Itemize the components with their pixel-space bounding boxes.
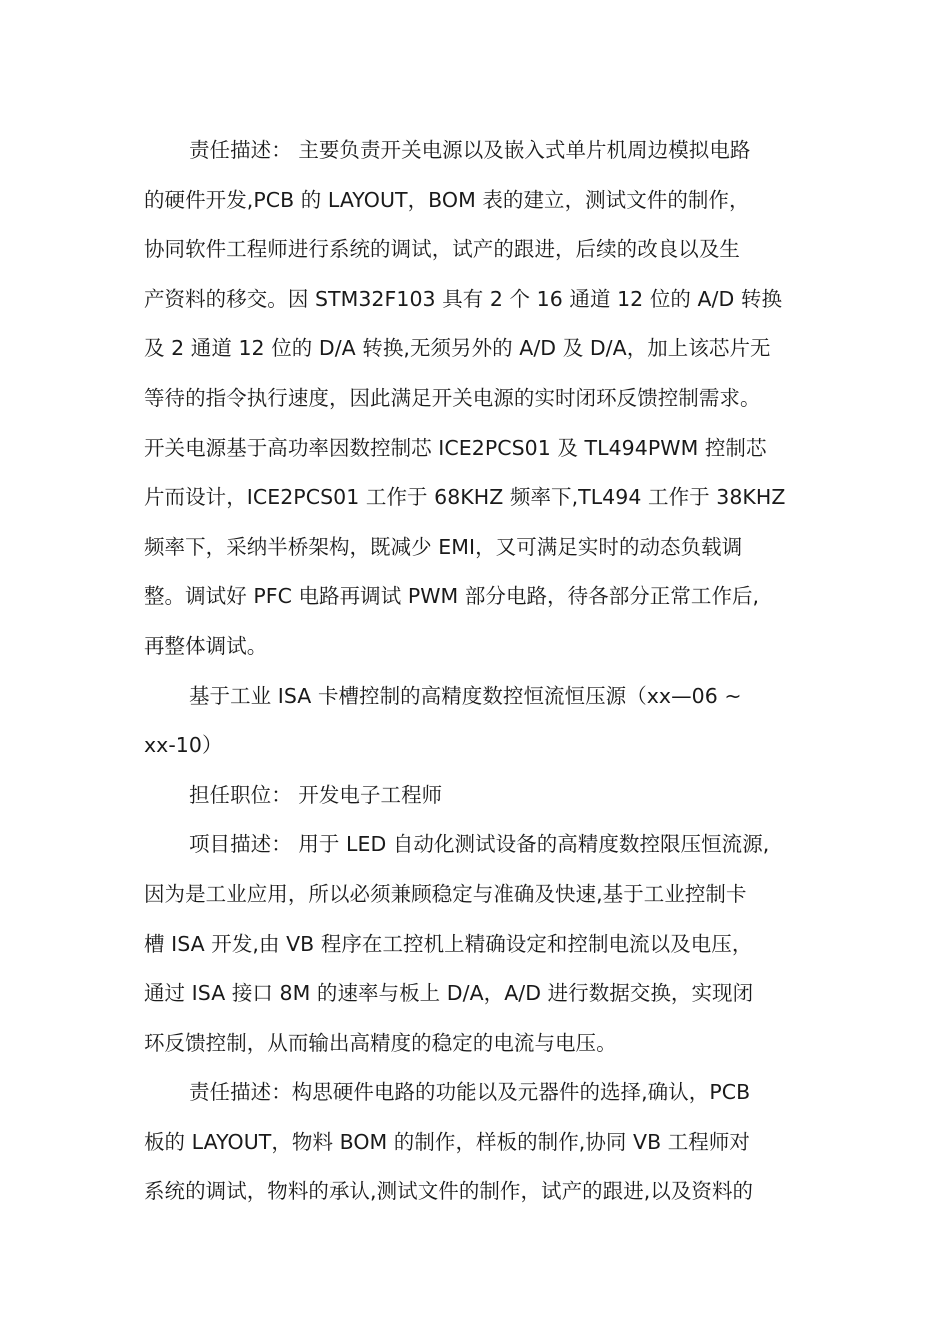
text-line: 及 2 通道 12 位的 D/A 转换,无须另外的 A/D 及 D/A，加上该芯片无 bbox=[144, 336, 771, 361]
text-line: 项目描述： 用于 LED 自动化测试设备的高精度数控限压恒流源, bbox=[189, 832, 770, 857]
text-line: 的硬件开发,PCB 的 LAYOUT，BOM 表的建立，测试文件的制作， bbox=[144, 187, 750, 212]
text-line: 频率下，采纳半桥架构，既减少 EMI，又可满足实时的动态负载调 bbox=[144, 534, 743, 559]
text-line: 通过 ISA 接口 8M 的速率与板上 D/A，A/D 进行数据交换，实现闭 bbox=[144, 981, 754, 1006]
text-line: 槽 ISA 开发,由 VB 程序在工控机上精确设定和控制电流以及电压， bbox=[144, 931, 753, 956]
project-title: 基于工业 ISA 卡槽控制的高精度数控恒流恒压源（xx—06 ~ bbox=[189, 683, 742, 708]
text-line: 产资料的移交。因 STM32F103 具有 2 个 16 通道 12 位的 A/D 转换 bbox=[144, 286, 783, 311]
text-line: 片而设计，ICE2PCS01 工作于 68KHZ 频率下,TL494 工作于 38KHZ bbox=[144, 485, 786, 510]
text-line: 系统的调试，物料的承认,测试文件的制作，试产的跟进,以及资料的 bbox=[144, 1179, 754, 1204]
text-line: 责任描述： 主要负责开关电源以及嵌入式单片机周边模拟电路 bbox=[189, 138, 751, 162]
text-line: 因为是工业应用，所以必须兼顾稳定与准确及快速,基于工业控制卡 bbox=[144, 881, 747, 906]
text-line: 板的 LAYOUT，物料 BOM 的制作，样板的制作,协同 VB 工程师对 bbox=[144, 1129, 750, 1154]
text-line: 环反馈控制，从而输出高精度的稳定的电流与电压。 bbox=[144, 1030, 617, 1055]
text-line: 整。调试好 PFC 电路再调试 PWM 部分电路，待各部分正常工作后, bbox=[144, 584, 760, 609]
text-line: 开关电源基于高功率因数控制芯 ICE2PCS01 及 TL494PWM 控制芯 bbox=[144, 435, 767, 460]
position-line: 担任职位： 开发电子工程师 bbox=[189, 782, 443, 807]
document-body bbox=[144, 126, 810, 1217]
text-line: 再整体调试。 bbox=[144, 633, 268, 658]
text-line: 协同软件工程师进行系统的调试，试产的跟进，后续的改良以及生 bbox=[144, 237, 740, 262]
text-line: 责任描述：构思硬件电路的功能以及元器件的选择,确认，PCB bbox=[189, 1080, 751, 1105]
text-line: 等待的指令执行速度，因此满足开关电源的实时闭环反馈控制需求。 bbox=[144, 385, 761, 410]
project-title-continued: xx-10） bbox=[144, 733, 223, 758]
